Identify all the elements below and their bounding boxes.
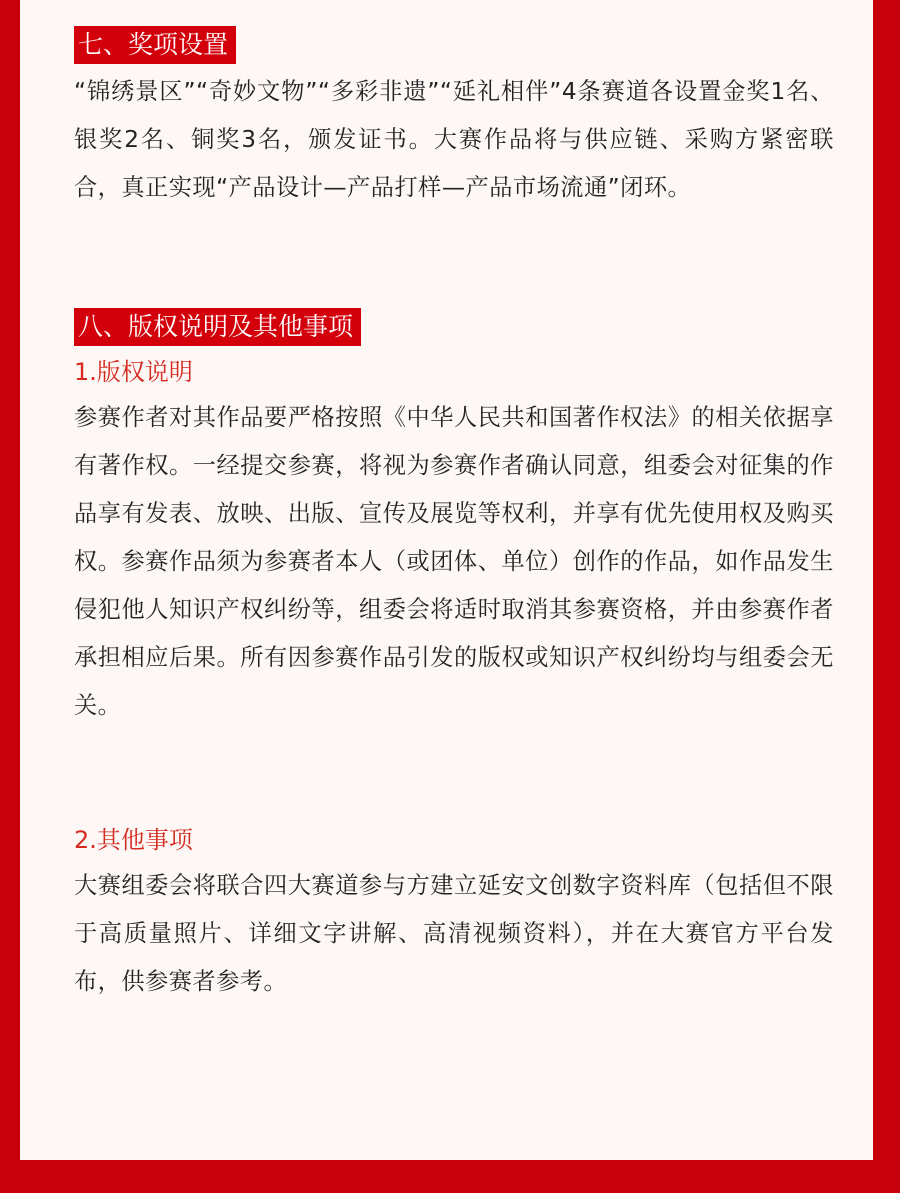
copyright-paragraph: 参赛作者对其作品要严格按照《中华人民共和国著作权法》的相关依据享有著作权。一经提交参赛，将视为参赛作者确认同意，组委会对征集的作品享有发表、放映、出版、宣传及展览等权利，并享有优先使用权及购买权。参赛作品须为参赛者本人（或团体、单位）创作的作品，如作品发生侵犯他人知识产权纠纷等，组委会将适时取消其参赛资格，并由参赛作者承担相应后果。所有因参赛作品引发的版权或知识产权纠纷均与组委会无关。: [74, 404, 834, 719]
copyright-subheader: 1.版权说明: [74, 358, 193, 386]
section-7-header: 七、奖项设置: [74, 26, 236, 64]
section-8-header: 八、版权说明及其他事项: [74, 308, 361, 346]
section-7-paragraph: “锦绣景区”“奇妙文物”“多彩非遗”“延礼相伴”4条赛道各设置金奖1名、银奖2名、铜奖3名，颁发证书。大赛作品将与供应链、采购方紧密联合，真正实现“产品设计—产品打样—产品市场流通”闭环。: [74, 78, 834, 201]
other-matters-paragraph: 大赛组委会将联合四大赛道参与方建立延安文创数字资料库（包括但不限于高质量照片、详细文字讲解、高清视频资料），并在大赛官方平台发布，供参赛者参考。: [74, 872, 834, 995]
other-matters-subheader: 2.其他事项: [74, 826, 193, 854]
document-page: [20, 0, 873, 1160]
